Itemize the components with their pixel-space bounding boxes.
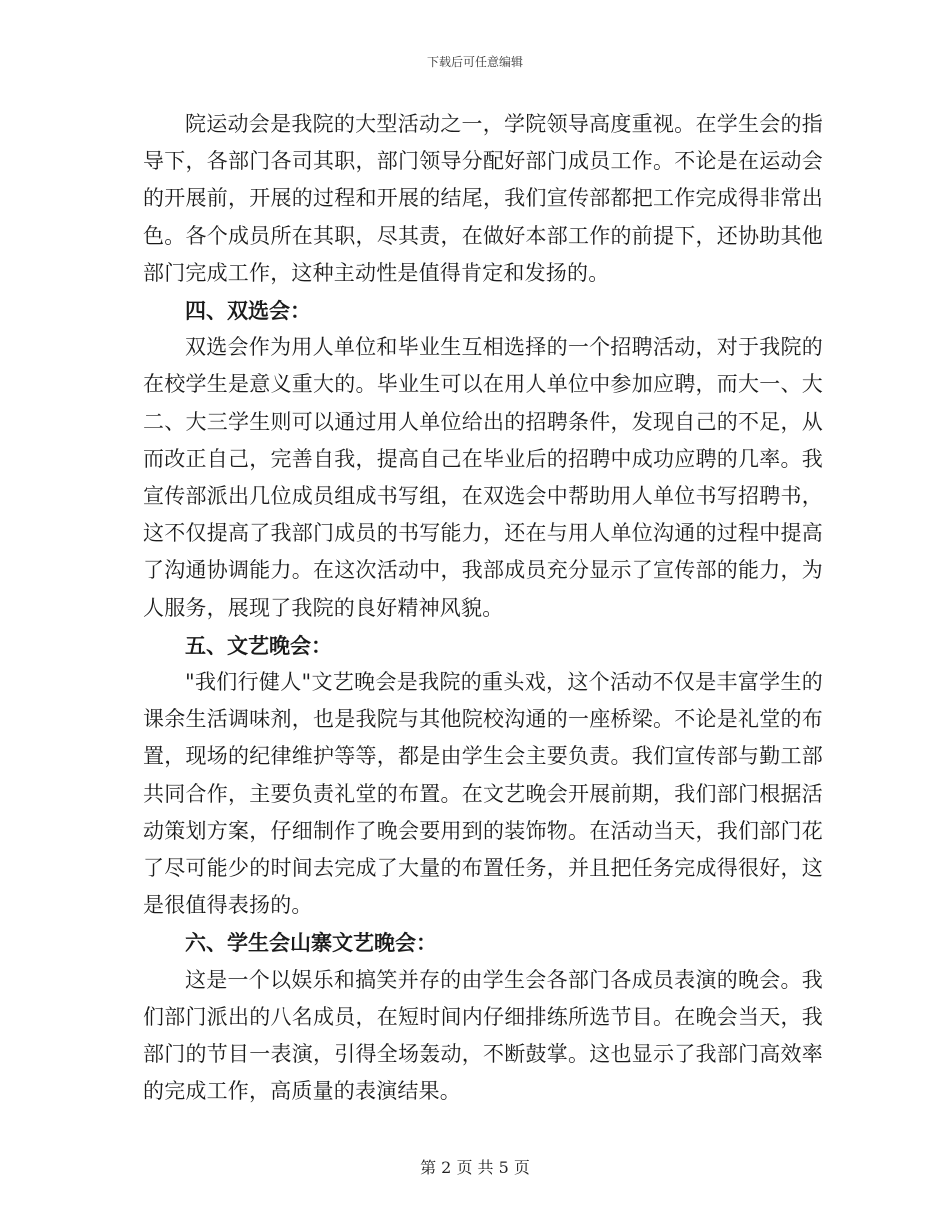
document-body	[143, 106, 823, 1110]
paragraph-sports-meet: 院运动会是我院的大型活动之一，学院领导高度重视。在学生会的指导下，各部门各司其职，部门领导分配好部门成员工作。不论是在运动会的开展前，开展的过程和开展的结尾，我们宣传部都把工作完成得非常出色。各个成员所在其职，尽其责，在做好本部工作的前提下，还协助其他部门完成工作，这种主动性是值得肯定和发扬的。	[143, 112, 823, 285]
heading-art-gala: 五、文艺晚会：	[185, 632, 332, 658]
heading-job-fair: 四、双选会：	[185, 298, 311, 324]
page-header: 下载后可任意编辑	[426, 55, 523, 69]
paragraph-job-fair: 双选会作为用人单位和毕业生互相选择的一个招聘活动，对于我院的在校学生是意义重大的。毕业生可以在用人单位中参加应聘，而大一、大二、大三学生则可以通过用人单位给出的招聘条件，发现自己的不足，从而改正自己，完善自我，提高自己在毕业后的招聘中成功应聘的几率。我宣传部派出几位成员组成书写组，在双选会中帮助用人单位书写招聘书，这不仅提高了我部门成员的书写能力，还在与用人单位沟通的过程中提高了沟通协调能力。在这次活动中，我部成员充分显示了宣传部的能力，为人服务，展现了我院的良好精神风貌。	[143, 335, 823, 620]
page-number: 第 2 页 共 5 页	[420, 1158, 530, 1177]
paragraph-student-gala: 这是一个以娱乐和搞笑并存的由学生会各部门各成员表演的晚会。我们部门派出的八名成员，在短时间内仔细排练所选节目。在晚会当天，我部门的节目一表演，引得全场轰动，不断鼓掌。这也显示了我部门高效率的完成工作，高质量的表演结果。	[143, 967, 823, 1104]
paragraph-art-gala: "我们行健人"文艺晚会是我院的重头戏，这个活动不仅是丰富学生的课余生活调味剂，也是我院与其他院校沟通的一座桥梁。不论是礼堂的布置，现场的纪律维护等等，都是由学生会主要负责。我们宣传部与勤工部共同合作，主要负责礼堂的布置。在文艺晚会开展前期，我们部门根据活动策划方案，仔细制作了晚会要用到的装饰物。在活动当天，我们部门花了尽可能少的时间去完成了大量的布置任务，并且把任务完成得很好，这是很值得表扬的。	[143, 670, 823, 918]
heading-student-gala: 六、学生会山寨文艺晚会：	[185, 930, 437, 956]
